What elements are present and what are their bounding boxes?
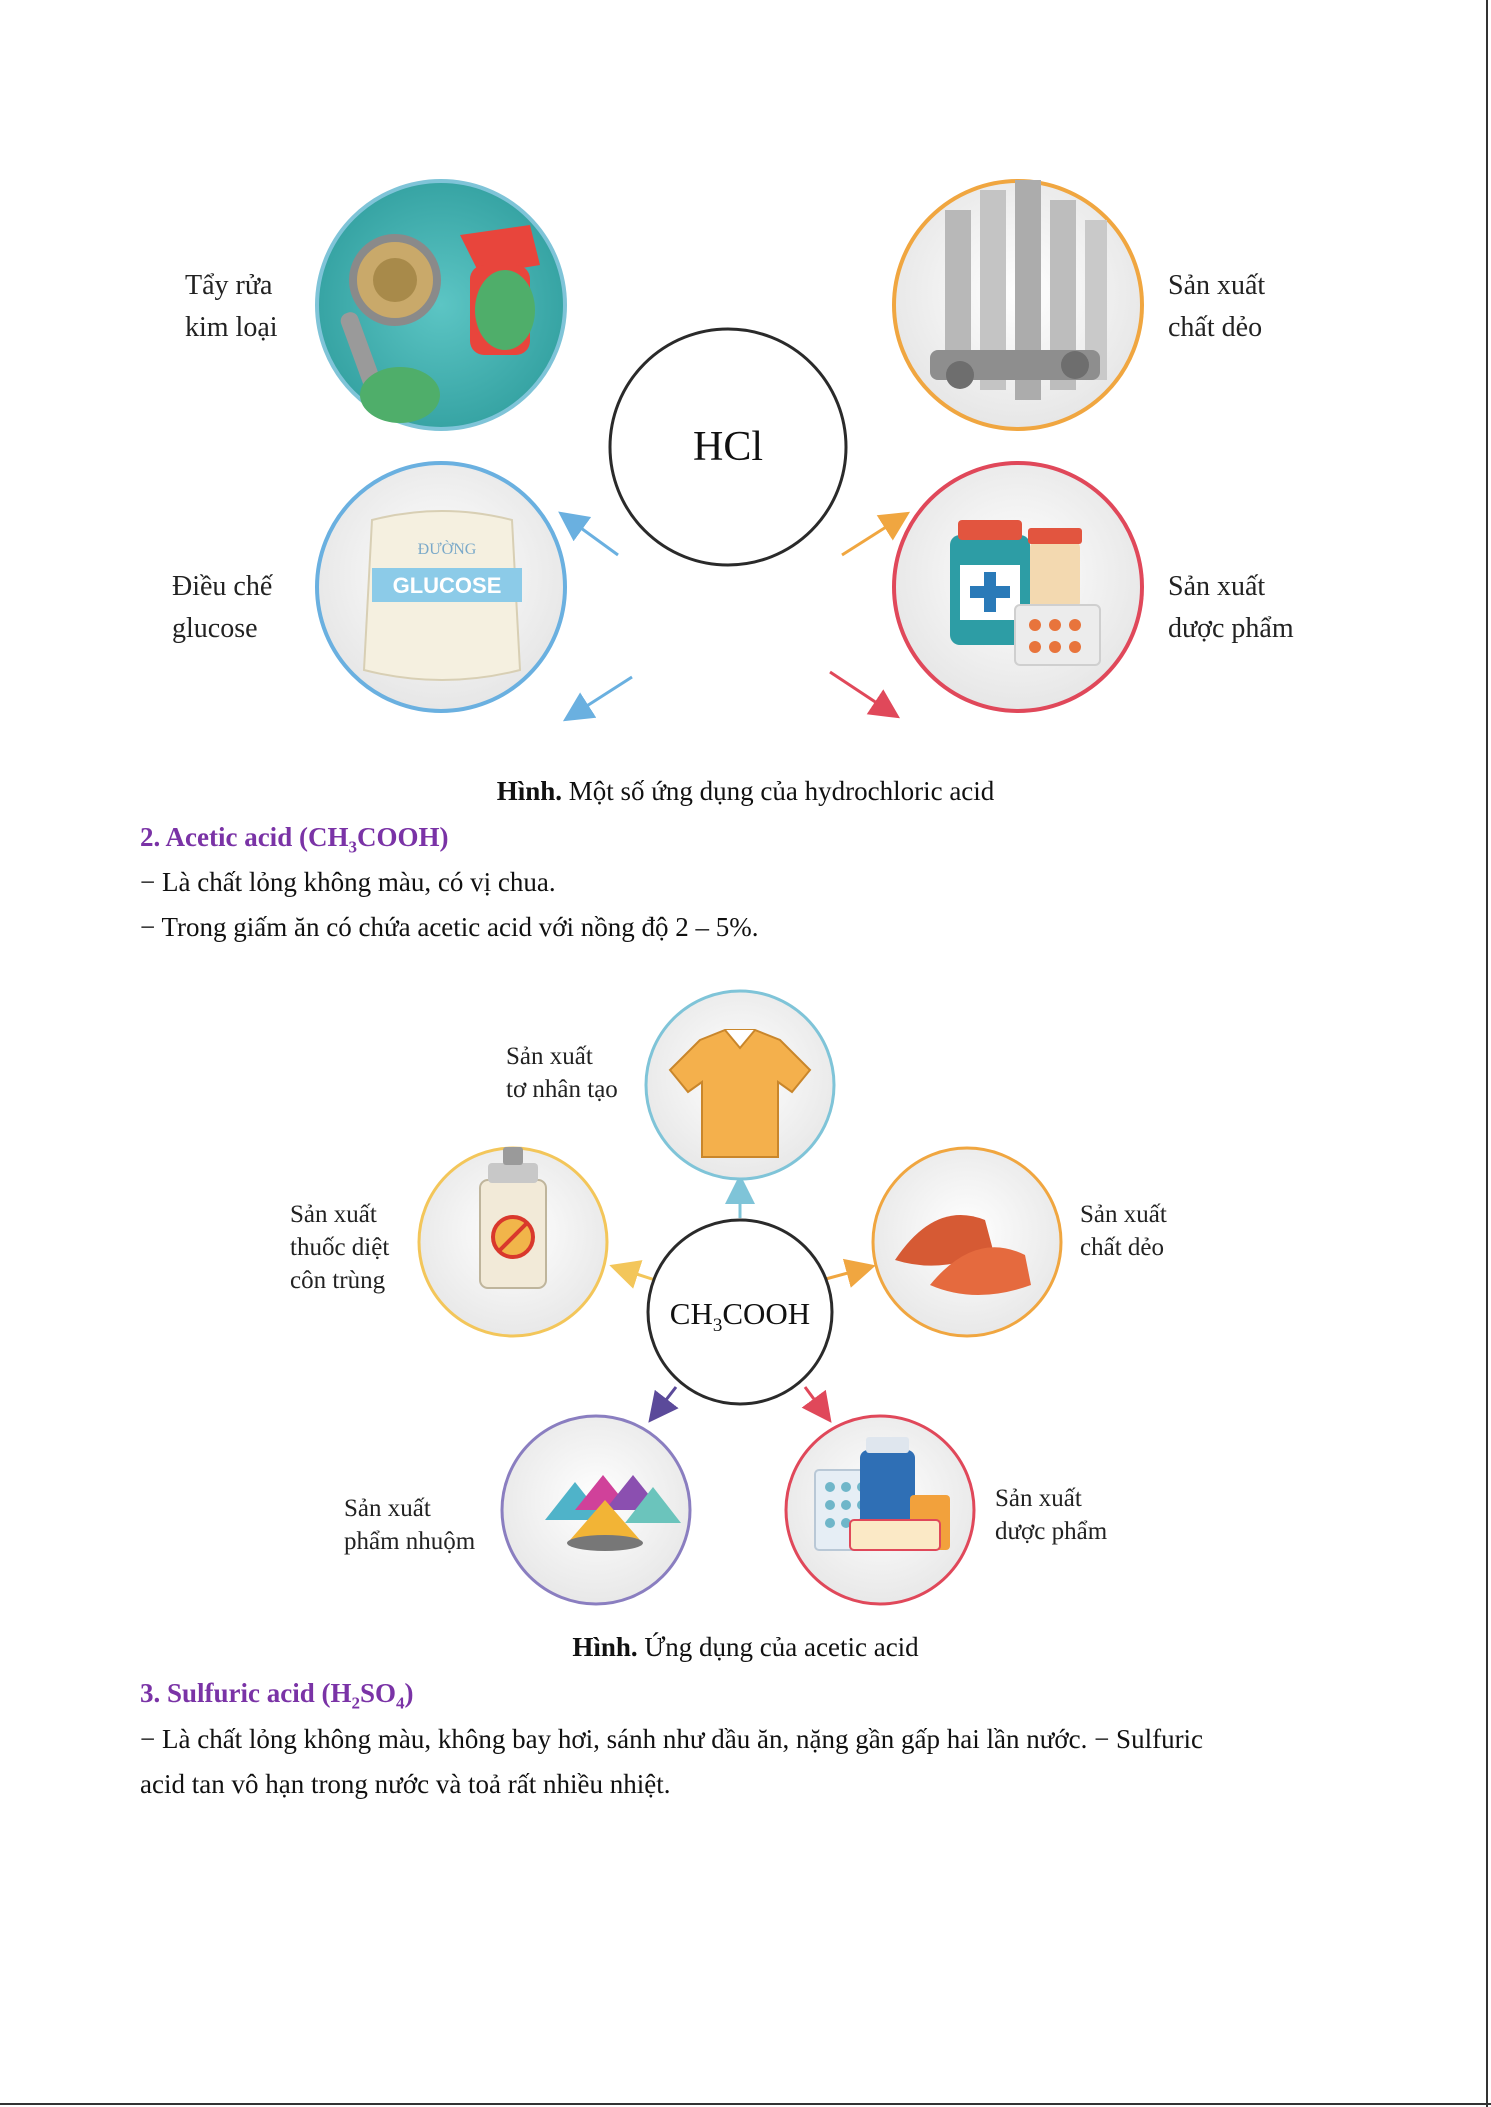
arrow-to-dye <box>652 1387 676 1418</box>
hcl-figure <box>0 160 1491 740</box>
pharma-image <box>894 463 1142 711</box>
cleaning-metal-image <box>317 181 565 429</box>
hcl-diagram <box>0 160 1491 740</box>
heading-part: ) <box>404 1678 414 1708</box>
pharma2-image <box>786 1416 974 1604</box>
plastic-pipes-image <box>894 180 1142 429</box>
label-line: phẩm nhuộm <box>344 1528 476 1555</box>
heading-part: 3. Sulfuric acid (H <box>140 1678 352 1708</box>
label-artificial-fiber <box>506 1040 618 1106</box>
label-line: Sản xuất <box>506 1043 593 1070</box>
center-part: CH <box>669 1296 713 1331</box>
section3-heading <box>140 1678 414 1713</box>
paragraph-line: − Là chất lỏng không màu, không bay hơi, sánh như dầu ăn, nặng gần gấp hai lần nước. − Sulfuric <box>140 1724 1204 1754</box>
label-line: côn trùng <box>290 1267 386 1294</box>
caption-text: Một số ứng dụng của hydrochloric acid <box>562 776 995 806</box>
paragraph-line: acid tan vô hạn trong nước và toả rất nhiều nhiệt. <box>140 1769 671 1799</box>
label-line: Sản xuất <box>1168 571 1266 602</box>
bag-top-text: ĐƯỜNG <box>417 541 477 558</box>
label-line: dược phẩm <box>1168 613 1294 644</box>
dyes-image <box>502 1416 690 1604</box>
label-line: Điều chế <box>172 571 273 602</box>
heading-part: SO <box>360 1678 397 1708</box>
page-border <box>0 2103 1491 2105</box>
label-line: Sản xuất <box>995 1485 1082 1512</box>
center-part: COOH <box>722 1296 811 1331</box>
label-line: tơ nhân tạo <box>506 1076 618 1103</box>
arrow-to-cleaning <box>563 515 618 555</box>
label-line: chất dẻo <box>1168 312 1263 343</box>
caption-bold: Hình. <box>496 776 562 806</box>
bag-main-text: GLUCOSE <box>392 573 502 598</box>
heading-part: 2. Acetic acid (CH <box>140 822 349 852</box>
arrow-to-pharma2 <box>805 1387 828 1418</box>
label-line: dược phẩm <box>995 1518 1108 1545</box>
label-dye <box>344 1492 475 1558</box>
center-subscript: 3 <box>712 1315 723 1336</box>
label-line: Tẩy rửa <box>185 270 273 301</box>
label-plastic2 <box>1080 1198 1167 1264</box>
heading-subscript: 4 <box>396 1693 405 1713</box>
heading-subscript: 2 <box>351 1693 361 1713</box>
figure2-caption <box>0 1632 1491 1663</box>
acetic-center-text <box>670 1296 810 1336</box>
label-line: Sản xuất <box>290 1201 377 1228</box>
label-line: Sản xuất <box>344 1495 431 1522</box>
label-line: thuốc diệt <box>290 1234 390 1261</box>
section2-heading <box>140 822 448 857</box>
acetic-diagram <box>0 975 1491 1615</box>
glucose-bag-image <box>317 463 565 711</box>
label-line: kim loại <box>185 312 278 343</box>
label-line: Sản xuất <box>1168 270 1266 301</box>
insecticide-image <box>419 1147 607 1336</box>
heading-part: COOH) <box>356 822 449 852</box>
label-line: Sản xuất <box>1080 1201 1167 1228</box>
label-plastic <box>1168 265 1265 349</box>
arrow-to-glucose <box>568 677 632 718</box>
caption-bold: Hình. <box>572 1632 638 1662</box>
acetic-figure <box>0 975 1491 1615</box>
section3-paragraph <box>140 1717 1203 1807</box>
arrow-to-pharma <box>830 672 895 715</box>
hcl-center-text: HCl <box>692 424 764 470</box>
label-pharma2 <box>995 1482 1107 1548</box>
label-cleaning-metal <box>185 265 278 349</box>
heading-subscript: 3 <box>348 837 357 857</box>
figure1-caption <box>0 776 1491 807</box>
arrow-to-plastic <box>842 515 905 555</box>
label-line: glucose <box>172 613 258 644</box>
arrow-to-insecticide <box>615 1267 655 1280</box>
caption-text: Ứng dụng của acetic acid <box>637 1632 919 1662</box>
label-line: chất dẻo <box>1080 1234 1164 1261</box>
label-pharma <box>1168 566 1294 650</box>
shirt-image <box>646 991 834 1179</box>
paragraph-line: − Trong giấm ăn có chứa acetic acid với nồng độ 2 – 5%. <box>140 912 759 942</box>
section2-paragraph <box>140 860 759 950</box>
arrow-to-plastic2 <box>822 1267 870 1280</box>
paragraph-line: − Là chất lỏng không màu, có vị chua. <box>140 867 556 897</box>
slippers-image <box>873 1148 1061 1336</box>
label-insecticide <box>290 1198 389 1297</box>
label-glucose <box>172 566 272 650</box>
